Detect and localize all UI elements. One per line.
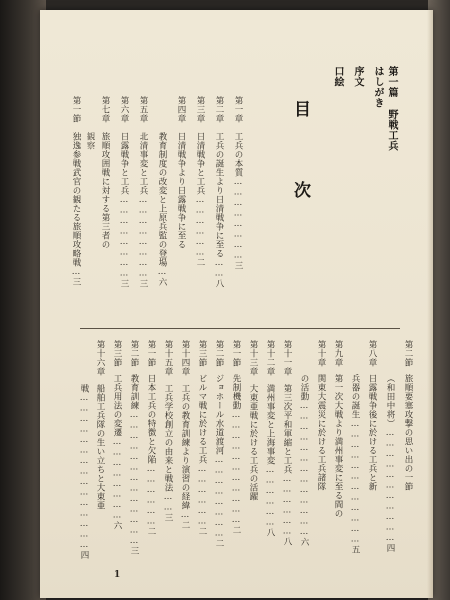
toc-lower-text-9: 満州事変と上海事変………………八 (265, 384, 275, 537)
toc-lower-chapter-9: 第十二章 (265, 340, 275, 376)
toc-upper-text-4: 日清戦争より日露戦争に至る (176, 132, 186, 249)
toc-lower-text-8: 第三次平和軍縮と工兵………………八 (282, 384, 292, 546)
toc-lower-text-5: 第一次大戦より満州事変に至る間の (333, 374, 343, 518)
toc-upper-chapter-4: 第四章 (176, 96, 186, 123)
toc-page (40, 10, 433, 598)
toc-lower-chapter-5: 第九章 (333, 340, 343, 367)
toc-lower-chapter-19: 第十六章 (95, 340, 105, 376)
toc-upper-text-2: 工兵の誕生より日清戦争に至る……八 (214, 132, 224, 288)
toc-lower-chapter-10: 第十三章 (248, 340, 258, 376)
toc-upper-text-5: 教育制度の改変と上原兵監の登場…六 (157, 132, 167, 287)
toc-lower-chapter-11: 第一節 (231, 340, 241, 367)
toc-lower-chapter-17: 第二節 (129, 340, 139, 367)
front-matter-foreword: はしがき (372, 66, 383, 108)
front-matter-preface: 序文 (352, 66, 363, 87)
toc-upper-text-3: 日清戦争と工兵………………二 (195, 132, 205, 267)
toc-lower-chapter-12: 第二節 (214, 340, 224, 367)
toc-lower-text-12: ジョホール水道渡河……………………二 (214, 374, 224, 548)
toc-lower-text-10: 大東亜戦に於ける工兵の活躍 (248, 384, 258, 501)
toc-upper-text-6: 北清事変と工兵……………………三 (138, 132, 148, 288)
toc-lower-chapter-18: 第三節 (112, 340, 122, 367)
toc-lower-text-17: 教育訓練…………………………………三 (129, 374, 139, 556)
toc-upper-text-7: 日露戦争と工兵……………………三 (119, 132, 129, 288)
toc-lower-chapter-14: 第十四章 (180, 340, 190, 376)
page-title: 目 次 (290, 100, 310, 220)
page-edge-shade (427, 10, 433, 598)
toc-lower-text-1: 旅順要塞攻撃の思い出の一節 (403, 374, 413, 491)
toc-upper-text-1: 工兵の本質……………………三 (233, 132, 243, 270)
toc-upper-chapter-10: 第一節 (71, 96, 81, 123)
part-one-heading: 第一篇 野戦工兵 (386, 66, 397, 151)
toc-upper-chapter-3: 第三章 (195, 96, 205, 123)
toc-upper-chapter-6: 第五章 (138, 96, 148, 123)
toc-lower-text-16: 日本工兵の特徴と欠陥………………二 (146, 374, 156, 536)
toc-lower-chapter-8: 第十一章 (282, 340, 292, 376)
toc-upper-chapter-8: 第七章 (100, 96, 110, 123)
toc-upper-text-9: 観察 (85, 132, 95, 150)
toc-lower-text-18: 工兵用法の変遷……………………六 (112, 374, 122, 530)
toc-lower-text-14: 工兵の教育訓練より演習の経緯…二 (180, 384, 190, 530)
toc-lower-text-19: 船舶工兵隊の生い立ちと大東亜 (95, 384, 105, 510)
toc-lower-text-7: の活動…………………………………六 (299, 374, 309, 547)
toc-lower-text-2: （和田中将）……………………………四 (385, 374, 395, 553)
toc-lower-text-13: ビルマ戦に於ける工兵………………二 (197, 374, 207, 536)
toc-lower-chapter-16: 第一節 (146, 340, 156, 367)
toc-upper-text-8: 旅順攻囲戦に対する第三者の (100, 132, 110, 249)
toc-lower-chapter-3: 第八章 (367, 340, 377, 367)
toc-upper-text-10: 独逸参戦武官の観たる旅順攻略戦…三 (71, 132, 81, 287)
toc-lower-chapter-15: 第十五章 (163, 340, 173, 376)
front-matter-frontispiece: 口絵 (332, 66, 343, 87)
toc-lower-text-3: 日露戦争後に於ける工兵と新 (367, 374, 377, 491)
toc-lower-text-6: 関東大震災に於ける工兵諸隊 (316, 374, 326, 491)
toc-lower-text-15: 工兵学校創立の由来と戦法……三 (163, 384, 173, 522)
toc-lower-text-tail: 戦………………………………………四 (79, 384, 89, 560)
toc-lower-text-4: 兵器の誕生………………………………五 (350, 374, 360, 554)
toc-upper-chapter-7: 第六章 (119, 96, 129, 123)
toc-upper-chapter-2: 第二章 (214, 96, 224, 123)
toc-lower-chapter-13: 第三節 (197, 340, 207, 367)
toc-lower-chapter-1: 第二節 (403, 340, 413, 367)
toc-lower-chapter-6: 第十章 (316, 340, 326, 367)
toc-lower-text-11: 先制機動……………………………二 (231, 374, 241, 535)
page-number: 1 (114, 570, 121, 580)
toc-upper-chapter-1: 第一章 (233, 96, 243, 123)
section-divider (80, 328, 400, 329)
